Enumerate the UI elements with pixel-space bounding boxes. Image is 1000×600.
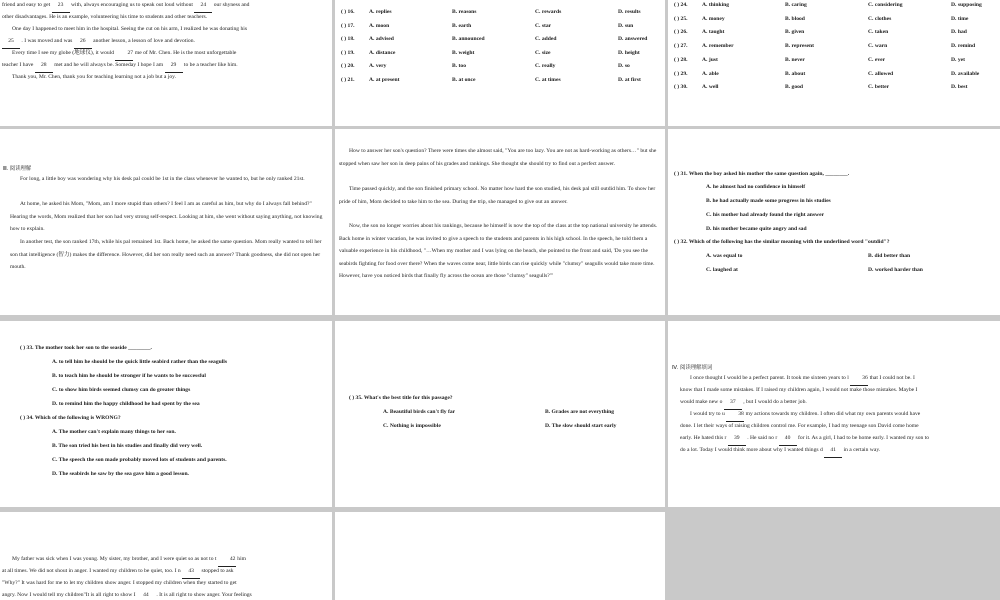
option-d[interactable]: D. had (951, 29, 967, 36)
option-a[interactable]: A. money (702, 15, 725, 22)
page-panel-3 (668, 0, 1000, 126)
paragraph: At home, he asked his Mom, "Mom, am I more stupid than others? I feel I am as careful as him, but why do I always fall behind?" Hearing the words, Mom realized that her son had very strong self-respect. Looking at him, she went without saying anything, not knowing how to explain. (10, 201, 323, 233)
option-b[interactable]: B. at once (452, 77, 476, 83)
option-c[interactable]: C. to show him birds seemed clumsy can do greater things (52, 387, 191, 393)
blank-24: 24 (194, 0, 212, 13)
option-c[interactable]: C. his mother had already found the right answer (706, 212, 825, 218)
blank-27: 27 (115, 47, 133, 61)
page-panel-7 (0, 321, 332, 507)
question-30-number: ( ) 30. (674, 84, 688, 91)
paragraph: Now, the son no longer worries about his rankings, because he himself is now the top of the class at the top national university he attends. Back home in winter vacation, he was invited to give a speech to the students and parents in his high school. In the speech, he told them a valuable experience in his childhood, "…When my mother and I was lying on the beach, she pointed to the front and said, 'Do you see the seabirds fighting for food over there? When the waves come near, little birds can rise quickly while "clumsy" seagulls would take more time. However, have you noticed birds that finally fly across the ocean are those "clumsy" seagulls?'" (339, 223, 658, 280)
option-d[interactable]: D. time (951, 15, 969, 22)
option-b[interactable]: B. blood (785, 15, 805, 22)
text-line: done. I let their ways of raising children control me. For example, I had my teenage son David come home (680, 423, 919, 429)
text-line: angry. Now I would tell my children"It is all right to show I 44 . It is all right to show anger. Your feelings (2, 589, 330, 600)
option-b[interactable]: B. weight (452, 49, 475, 56)
option-c[interactable]: C. at times (535, 77, 561, 83)
blank-38: 38 (726, 408, 744, 422)
text-line: early. He hated this r 39 . He said no r 40 for it. As a girl, I had to be home early. I wanted my son to (680, 432, 998, 446)
option-b[interactable]: B. earth (452, 22, 472, 29)
paragraph: How to answer her son's question? There were times she almost said, "You are too lazy. You are not as hard-working as others…" but she stopped when saw her son in deep pains of his grades and rankings. She thought she should try to find out a perfect answer. (339, 148, 657, 167)
option-d[interactable]: D. to remind him the happy childhood he had spent by the sea (52, 401, 200, 407)
blank-36: 36 (850, 372, 868, 386)
option-b[interactable]: B. about (785, 70, 806, 77)
page-panel-5 (335, 129, 665, 315)
text-line: do a lot. Today I would think more about why I wanted things d 41 in a certain way. (680, 444, 998, 458)
question-19-number: ( ) 19. (341, 49, 355, 56)
option-a[interactable]: A. advised (369, 36, 394, 43)
text-line: Thank you, Mr. Chen, thank you for teaching learning not a job but a joy. (12, 74, 176, 80)
page-panel-11 (335, 512, 665, 600)
option-c[interactable]: C. taken (868, 29, 889, 36)
option-d[interactable]: D. supposing (951, 2, 982, 8)
blank-29: 29 (165, 59, 183, 73)
option-d[interactable]: D. at first (618, 77, 641, 83)
section-heading: Ⅲ. 阅读理解 (3, 166, 32, 172)
option-c[interactable]: C. The speech the son made probably moved lots of students and parents. (52, 457, 227, 463)
option-b[interactable]: B. represent (785, 43, 815, 50)
text-line: I would try to u 38 my actions towards my children. I often did what my own parents would have (680, 408, 998, 422)
option-c[interactable]: C. laughed at (706, 267, 738, 273)
option-d[interactable]: D. height (618, 49, 640, 56)
text-line: One day I happened to meet him in the hospital. Seeing the cut on his arm, I realized he was donating his (12, 26, 248, 32)
blank-23: 23 (52, 0, 70, 13)
question-32: ( ) 32. Which of the following has the similar meaning with the underlined word "outdid"? (674, 239, 890, 245)
blank-40: 40 (779, 432, 797, 446)
question-25-number: ( ) 25. (674, 15, 688, 22)
option-d[interactable]: D. best (951, 84, 968, 91)
option-c[interactable]: C. ever (868, 56, 886, 63)
blank-37: 37 (724, 396, 742, 410)
section-heading: Ⅳ. 阅读理解填词 (672, 365, 713, 371)
option-d[interactable]: D. The seabirds he saw by the sea gave him a good lesson. (52, 471, 189, 477)
option-a[interactable]: A. moon (369, 22, 390, 29)
text-line: teacher I have 28 met and he will always be. Someday I hope I am 29 to be a teacher like him. (2, 59, 330, 73)
question-20-number: ( ) 20. (341, 63, 355, 70)
option-b[interactable]: B. The son tried his best in his studies and finally did very well. (52, 443, 203, 449)
blank-41: 41 (824, 444, 842, 458)
option-b[interactable]: B. reasons (452, 9, 477, 15)
question-35: ( ) 35. What's the best title for this passage? (349, 395, 453, 401)
text-line: I once thought I would be a perfect parent. It took me sixteen years to l 36 that I could not be. I (680, 372, 998, 386)
text-line: would make new o 37 , but I would do a better job. (680, 396, 998, 410)
option-c[interactable]: C. better (868, 84, 890, 91)
option-a[interactable]: A. taught (702, 29, 725, 36)
page-panel-1 (0, 0, 332, 126)
option-d[interactable]: D. The slow should start early (545, 423, 617, 429)
text-line: know that I made some mistakes. If I raised my children again, I would not make those mistakes. Maybe I (680, 387, 918, 393)
option-a[interactable]: A. just (702, 56, 718, 63)
page-panel-9 (668, 321, 1000, 507)
option-c[interactable]: C. warn (868, 43, 888, 50)
option-d[interactable]: D. results (618, 9, 641, 15)
blank-25: 25 (2, 35, 20, 49)
option-b[interactable]: B. to teach him he should be stronger if he wants to be successful (52, 373, 206, 379)
text-line: friend and easy to get 23 with, always encouraging us to speak out loud without 24 our shyness and (2, 0, 330, 13)
page-panel-10 (0, 512, 332, 600)
blank-39: 39 (728, 432, 746, 446)
question-28-number: ( ) 28. (674, 56, 688, 63)
paragraph: In another test, the son ranked 17th, while his pal remained 1st. Back home, he asked the same question. Mom really wanted to tell her son that intelligence (智力) makes the difference. However, did her son really need such an answer? Thank goodness, she did not open her mouth. (10, 239, 322, 271)
option-a[interactable]: A. very (369, 63, 387, 70)
paragraph: For long, a little boy was wondering why his desk pal could be 1st in the class whenever he wanted to, but he only ranked 21st. (20, 176, 305, 182)
option-a[interactable]: A. distance (369, 49, 396, 56)
option-c[interactable]: C. rewards (535, 9, 562, 15)
option-d[interactable]: D. worked harder than (868, 267, 923, 273)
option-b[interactable]: B. announced (452, 36, 485, 43)
option-a[interactable]: A. Beautiful birds can't fly far (383, 409, 456, 415)
question-18-number: ( ) 18. (341, 36, 355, 43)
text-line: "Why?" It was hard for me to let my children show anger. I stopped my children when they started to get (2, 580, 237, 586)
blank-28: 28 (35, 59, 53, 73)
question-21-number: ( ) 21. (341, 77, 355, 83)
text-line: My father was sick when I was young. My sister, my brother, and I were quiet so as not to t 42 him (2, 553, 330, 567)
text-line: at all times. We did not shout in anger. I wanted my children to be quiet, too. I n 43 stopped to ask (2, 565, 330, 579)
option-a[interactable]: A. he almost had no confidence in himself (706, 184, 806, 190)
option-c[interactable]: C. star (535, 22, 552, 29)
blank-42: 42 (218, 553, 236, 567)
option-b[interactable]: B. Grades are not everything (545, 409, 615, 415)
option-c[interactable]: C. added (535, 36, 557, 43)
option-b[interactable]: B. caring (785, 2, 807, 8)
option-d[interactable]: D. his mother became quite angry and sad (706, 226, 807, 232)
option-b[interactable]: B. never (785, 56, 805, 63)
option-b[interactable]: B. good (785, 84, 804, 91)
question-17-number: ( ) 17. (341, 22, 355, 29)
page-panel-2 (335, 0, 665, 126)
question-33: ( ) 33. The mother took her son to the seaside ________. (20, 345, 152, 351)
option-a[interactable]: A. remember (702, 43, 734, 50)
question-16-number: ( ) 16. (341, 9, 355, 15)
paragraph: Time passed quickly, and the son finished primary school. No matter how hard the son studied, his desk pal still outdid him. To show her pride of him, Mom decided to take him to the sea. During the trip, she managed to give out an answer. (339, 186, 656, 205)
option-d[interactable]: D. answered (618, 36, 648, 43)
question-34: ( ) 34. Which of the following is WRONG? (20, 415, 121, 421)
page-panel-6 (668, 129, 1000, 315)
text-line: 25 . I was moved and was 26 another lesson, a lesson of love and devotion. (2, 35, 330, 49)
option-b[interactable]: B. given (785, 29, 805, 36)
option-a[interactable]: A. able (702, 70, 719, 77)
option-c[interactable]: C. really (535, 63, 556, 70)
option-d[interactable]: D. remind (951, 43, 976, 50)
option-a[interactable]: A. to tell him he should be the quick little seabird rather than the seagulls (52, 359, 228, 365)
option-b[interactable]: B. he had actually made some progress in his studies (706, 198, 831, 204)
option-c[interactable]: C. size (535, 49, 551, 56)
option-c[interactable]: C. considering (868, 2, 903, 8)
option-c[interactable]: C. Nothing is impossible (383, 423, 441, 429)
text-line: Every time I see my globe (地球仪), it would 27 me of Mr. Chen. He is the most unforgettable (2, 47, 330, 61)
option-b[interactable]: B. did better than (868, 253, 911, 259)
blank-43: 43 (182, 565, 200, 579)
option-a[interactable]: A. thinking (702, 2, 730, 8)
question-26-number: ( ) 26. (674, 29, 688, 36)
option-d[interactable]: D. sun (618, 22, 634, 29)
cut-off-line (339, 0, 659, 4)
page-panel-8 (335, 321, 665, 507)
option-a[interactable]: A. replies (369, 9, 392, 15)
option-d[interactable]: D. so (618, 63, 630, 70)
option-b[interactable]: B. too (452, 63, 466, 70)
option-a[interactable]: A. was equal to (706, 253, 743, 259)
question-27-number: ( ) 27. (674, 43, 688, 50)
page-panel-4 (0, 129, 332, 315)
question-31: ( ) 31. When the boy asked his mother the same question again, ________. (674, 171, 850, 177)
option-a[interactable]: A. at present (369, 77, 400, 83)
option-d[interactable]: D. yet (951, 56, 965, 63)
option-c[interactable]: C. allowed (868, 70, 894, 77)
option-c[interactable]: C. clothes (868, 15, 892, 22)
blank-26: 26 (74, 35, 92, 49)
option-a[interactable]: A. The mother can't explain many things to her son. (52, 429, 176, 435)
text-line: other disadvantages. He is an example, volunteering his time to students and other teachers. (2, 14, 208, 20)
question-24-number: ( ) 24. (674, 2, 688, 8)
blank-44: 44 (137, 589, 155, 600)
option-d[interactable]: D. available (951, 70, 980, 77)
question-29-number: ( ) 29. (674, 70, 688, 77)
option-a[interactable]: A. well (702, 84, 719, 91)
